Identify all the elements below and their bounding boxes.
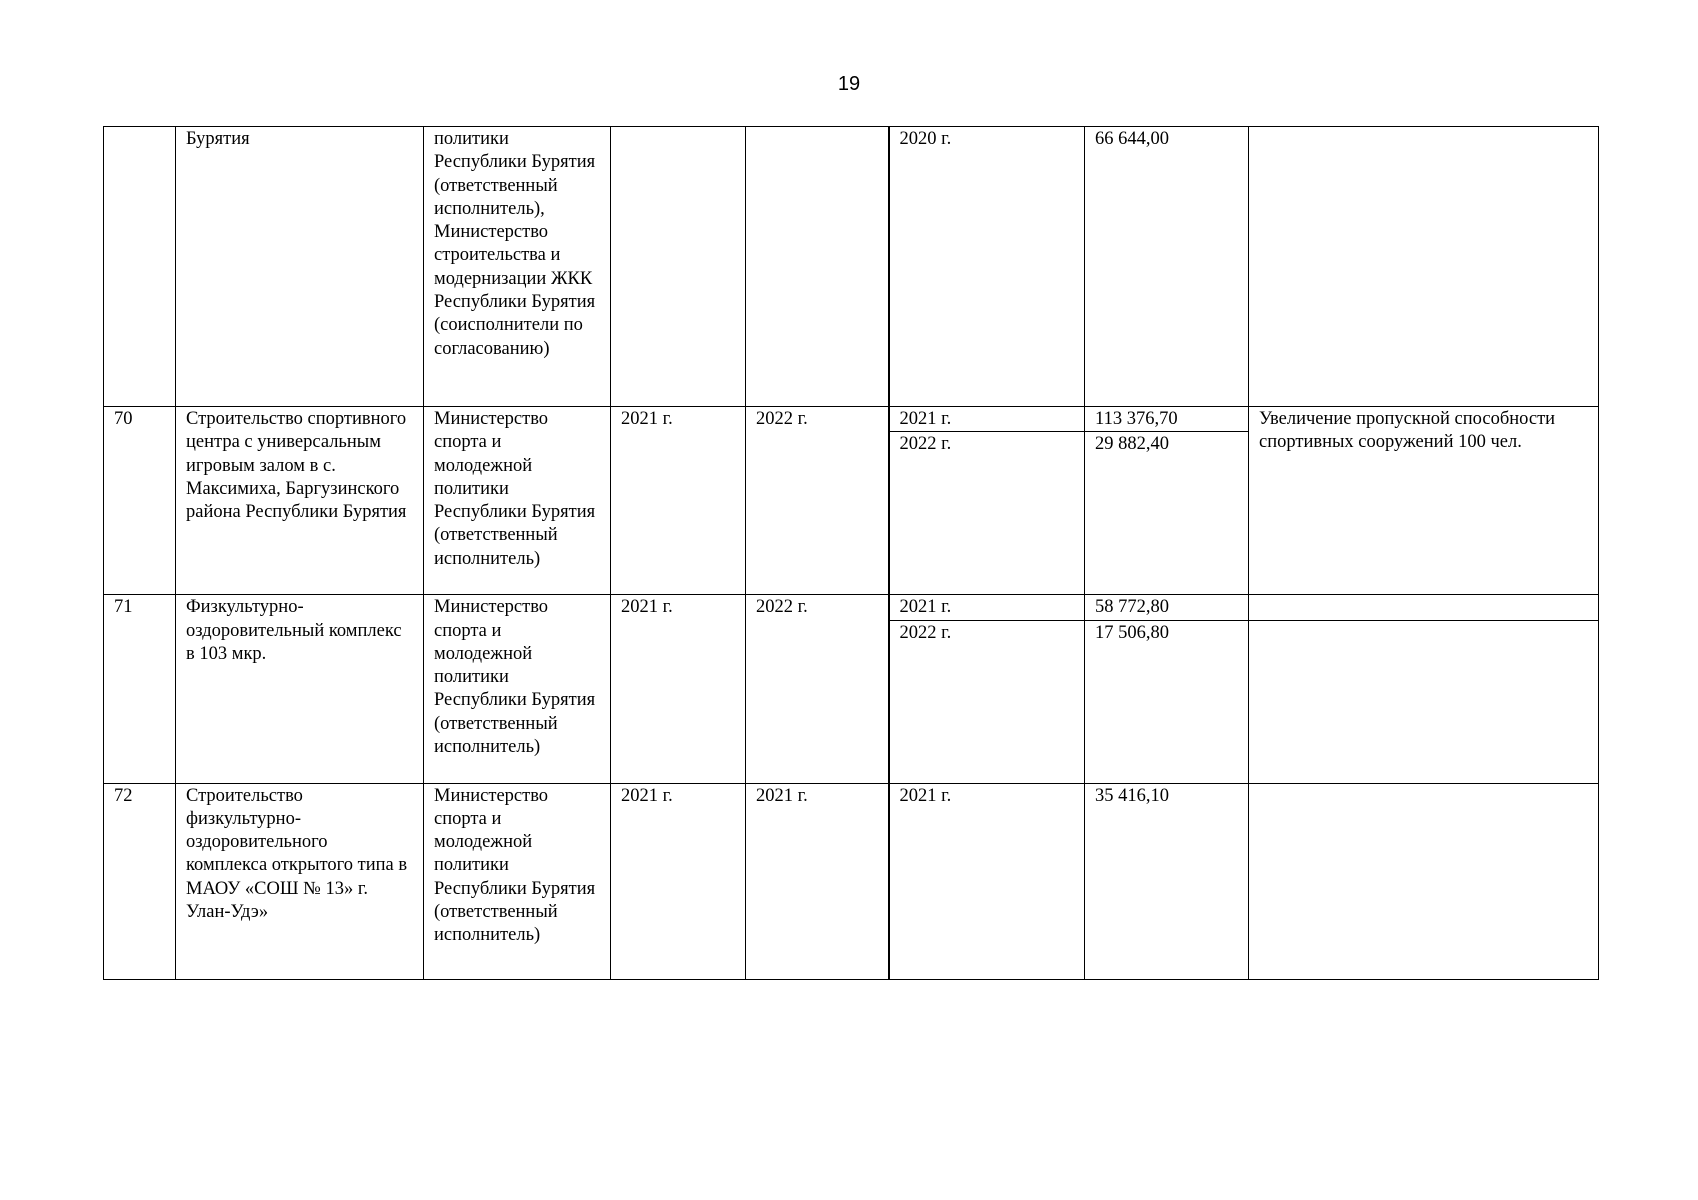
cell-name: Физкультурно-оздоровительный комплекс в 103 мкр. — [176, 595, 424, 783]
cell-amount: 35 416,10 — [1085, 783, 1249, 979]
cell-name: Бурятия — [176, 127, 424, 407]
cell-end — [746, 127, 889, 407]
cell-amount: 58 772,80 — [1085, 595, 1249, 620]
cell-number: 72 — [104, 783, 176, 979]
cell-name: Строительство спортивного центра с универсальным игровым залом в с. Максимиха, Баргузинского района Республики Бурятия — [176, 407, 424, 595]
cell-end: 2021 г. — [746, 783, 889, 979]
cell-result — [1249, 595, 1599, 620]
cell-year: 2022 г. — [889, 620, 1085, 783]
cell-amount: 29 882,40 — [1085, 432, 1249, 595]
cell-result — [1249, 783, 1599, 979]
cell-start: 2021 г. — [611, 595, 746, 783]
table-row — [104, 127, 1599, 407]
table-row — [104, 783, 1599, 979]
cell-year: 2020 г. — [889, 127, 1085, 407]
cell-result — [1249, 127, 1599, 407]
cell-number: 70 — [104, 407, 176, 595]
cell-number: 71 — [104, 595, 176, 783]
page-number: 19 — [837, 73, 861, 95]
cell-executor: Министерство спорта и молодежной политики Республики Бурятия (ответственный исполнитель) — [424, 407, 611, 595]
cell-executor: политики Республики Бурятия (ответственный исполнитель), Министерство строительства и модернизации ЖКК Республики Бурятия (соисполнители по согласованию) — [424, 127, 611, 407]
cell-result — [1249, 620, 1599, 783]
cell-start: 2021 г. — [611, 783, 746, 979]
cell-result: Увеличение пропускной способности спортивных сооружений 100 чел. — [1249, 407, 1599, 595]
cell-name: Строительство физкультурно-оздоровительного комплекса открытого типа в МАОУ «СОШ № 13» г. Улан-Удэ» — [176, 783, 424, 979]
cell-year: 2021 г. — [889, 783, 1085, 979]
cell-end: 2022 г. — [746, 595, 889, 783]
cell-amount: 66 644,00 — [1085, 127, 1249, 407]
cell-amount: 17 506,80 — [1085, 620, 1249, 783]
cell-number — [104, 127, 176, 407]
cell-start: 2021 г. — [611, 407, 746, 595]
cell-executor: Министерство спорта и молодежной политики Республики Бурятия (ответственный исполнитель) — [424, 595, 611, 783]
table-row — [104, 595, 1599, 620]
program-table — [103, 126, 1599, 980]
cell-year: 2021 г. — [889, 595, 1085, 620]
cell-year: 2022 г. — [889, 432, 1085, 595]
cell-year: 2021 г. — [889, 407, 1085, 432]
cell-amount: 113 376,70 — [1085, 407, 1249, 432]
cell-end: 2022 г. — [746, 407, 889, 595]
cell-start — [611, 127, 746, 407]
table-row — [104, 407, 1599, 432]
cell-executor: Министерство спорта и молодежной политики Республики Бурятия (ответственный исполнитель) — [424, 783, 611, 979]
